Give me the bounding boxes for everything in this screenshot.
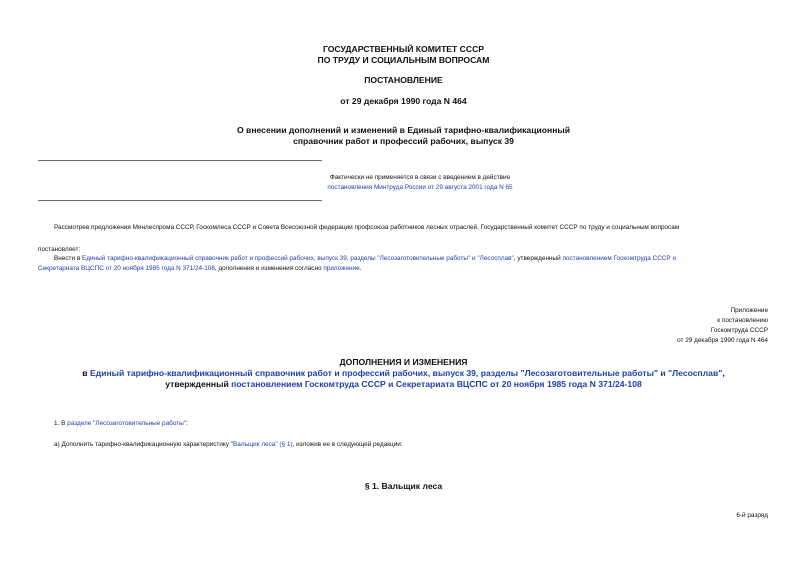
document-title-line1: О внесении дополнений и изменений в Единый тарифно-квалификационный (236, 125, 571, 135)
logging-section-link[interactable]: разделе "Лесозаготовительные работы" (67, 420, 187, 427)
item-1a-text: , изложив ее в следующей редакции: (292, 441, 403, 448)
appendix-heading: ДОПОЛНЕНИЯ И ИЗМЕНЕНИЯ (339, 357, 468, 367)
document-title-line2: справочник работ и профессий рабочих, выпуск 39 (293, 136, 514, 146)
appendix-ref-line3: Госкомтруда СССР (710, 327, 768, 334)
resolution-paragraph-line2 (38, 264, 758, 274)
resolution-text: , утвержденный (513, 255, 563, 262)
appendix-ref-line1: Приложение (730, 307, 768, 314)
section-title: § 1. Вальщик леса (364, 481, 443, 491)
appendix-resolution-link[interactable]: постановлением Госкомтруда СССР и Секретариата ВЦСПС от 20 ноября 1985 года N 371/24-108 (231, 379, 642, 389)
item-1 (54, 419, 188, 429)
appendix-link[interactable]: приложение (323, 265, 360, 272)
resolution-text: . (359, 265, 362, 272)
goskomtrud-resolution-link-cont[interactable]: Секретариата ВЦСПС от 20 ноября 1985 года N 371/24-108 (38, 265, 215, 272)
resolution-paragraph-line1 (54, 254, 770, 264)
status-note-link[interactable]: постановления Минтруда России от 29 августа 2001 года N 65 (327, 184, 513, 191)
note-divider-bottom (38, 200, 322, 201)
note-divider-top (38, 160, 322, 161)
status-note: Фактически не применяется в связи с введением в действие (329, 174, 511, 181)
item-1a-text: а) Дополнить тарифно-квалификационную характеристику " (54, 441, 234, 448)
item-1-text: : (186, 420, 188, 427)
document-type: ПОСТАНОВЛЕНИЕ (364, 75, 443, 85)
resolution-text: Внести в (54, 255, 82, 262)
document-date: от 29 декабря 1990 года N 464 (340, 96, 467, 106)
etks-issue39-link[interactable]: Единый тарифно-квалификационный справочник работ и профессий рабочих, выпуск 39, разделы "Лесозаготовительные работы" и "Лесосплав" (81, 255, 514, 262)
feller-characteristic-link[interactable]: Вальщик леса" (§ 1) (233, 441, 293, 448)
appendix-heading-line2 (0, 368, 807, 379)
appendix-heading-line3 (0, 379, 807, 390)
resolution-text: , дополнения и изменения согласно (214, 265, 324, 272)
appendix-heading-text: утвержденный (165, 379, 232, 389)
agency-name-line1: ГОСУДАРСТВЕННЫЙ КОМИТЕТ СССР (322, 44, 485, 54)
appendix-etks-link[interactable]: Единый тарифно-квалификационный справочник работ и профессий рабочих, выпуск 39, разделы "Лесозаготовительные работы" и "Лесосплав" (89, 368, 723, 378)
resolves-label: постановляет: (38, 246, 81, 253)
appendix-heading-text: , (722, 368, 725, 378)
appendix-ref-line4: от 29 декабря 1990 года N 464 (677, 337, 768, 344)
goskomtrud-resolution-link[interactable]: постановлением Госкомтруда СССР и (562, 255, 677, 262)
item-1-text: 1. В (54, 420, 68, 427)
item-1a (54, 440, 403, 450)
preamble: Рассмотрев предложения Минлеспрома СССР, Госкомлеса СССР и Совета Всесоюзной федерации профсоюза работников лесных отраслей, Государственный комитет СССР по труду и социальным вопросам (54, 224, 680, 231)
grade-label: 6-й разряд (736, 512, 768, 519)
appendix-ref-line2: к постановлению (717, 317, 768, 324)
appendix-heading-text: в (82, 368, 90, 378)
agency-name-line2: ПО ТРУДУ И СОЦИАЛЬНЫМ ВОПРОСАМ (317, 55, 490, 65)
